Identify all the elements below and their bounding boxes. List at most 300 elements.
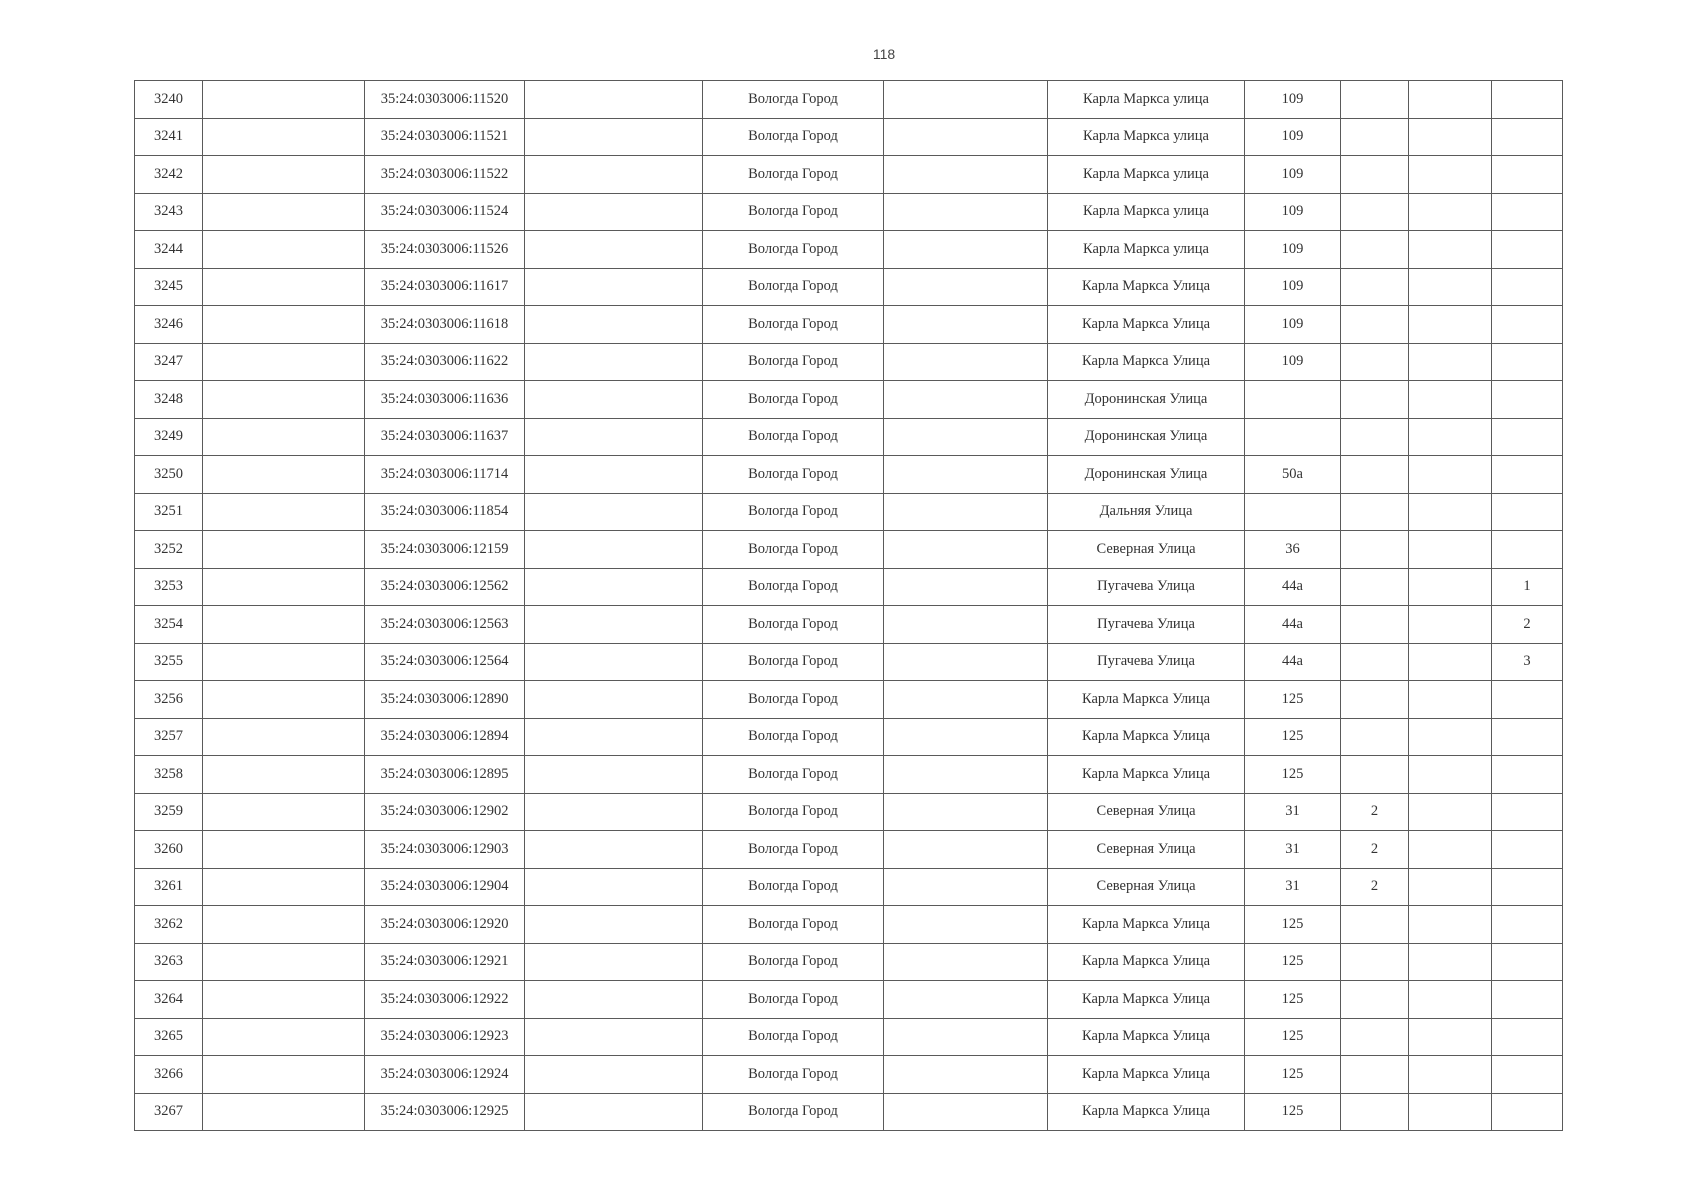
empty-cell-2 bbox=[525, 1056, 703, 1094]
cadastral-number-cell: 35:24:0303006:12902 bbox=[365, 793, 525, 831]
empty-cell-4 bbox=[1409, 981, 1492, 1019]
cadastral-number-cell: 35:24:0303006:12921 bbox=[365, 943, 525, 981]
cadastral-number-cell: 35:24:0303006:11854 bbox=[365, 493, 525, 531]
building-cell bbox=[1341, 381, 1409, 419]
settlement-cell: Вологда Город bbox=[703, 1056, 884, 1094]
house-number-cell: 109 bbox=[1245, 193, 1341, 231]
cadastral-number-cell: 35:24:0303006:11637 bbox=[365, 418, 525, 456]
apartment-cell bbox=[1492, 1093, 1563, 1131]
house-number-cell bbox=[1245, 418, 1341, 456]
table-row bbox=[135, 906, 1563, 944]
table-row bbox=[135, 793, 1563, 831]
empty-cell-3 bbox=[884, 643, 1048, 681]
empty-cell-2 bbox=[525, 981, 703, 1019]
row-number-cell: 3243 bbox=[135, 193, 203, 231]
settlement-cell: Вологда Город bbox=[703, 418, 884, 456]
cadastral-number-cell: 35:24:0303006:12904 bbox=[365, 868, 525, 906]
settlement-cell: Вологда Город bbox=[703, 381, 884, 419]
settlement-cell: Вологда Город bbox=[703, 943, 884, 981]
table-row bbox=[135, 381, 1563, 419]
empty-cell-4 bbox=[1409, 606, 1492, 644]
table-row bbox=[135, 643, 1563, 681]
row-number-cell: 3267 bbox=[135, 1093, 203, 1131]
table-row bbox=[135, 418, 1563, 456]
empty-cell-2 bbox=[525, 268, 703, 306]
empty-cell-4 bbox=[1409, 381, 1492, 419]
row-number-cell: 3257 bbox=[135, 718, 203, 756]
building-cell bbox=[1341, 1093, 1409, 1131]
apartment-cell bbox=[1492, 268, 1563, 306]
apartment-cell bbox=[1492, 943, 1563, 981]
apartment-cell bbox=[1492, 1056, 1563, 1094]
empty-cell-1 bbox=[203, 343, 365, 381]
empty-cell-1 bbox=[203, 1093, 365, 1131]
street-cell: Карла Маркса улица bbox=[1048, 231, 1245, 269]
empty-cell-2 bbox=[525, 606, 703, 644]
street-cell: Северная Улица bbox=[1048, 531, 1245, 569]
empty-cell-4 bbox=[1409, 1056, 1492, 1094]
empty-cell-1 bbox=[203, 193, 365, 231]
table-row bbox=[135, 81, 1563, 119]
apartment-cell bbox=[1492, 793, 1563, 831]
settlement-cell: Вологда Город bbox=[703, 156, 884, 194]
apartment-cell bbox=[1492, 868, 1563, 906]
empty-cell-4 bbox=[1409, 681, 1492, 719]
empty-cell-2 bbox=[525, 456, 703, 494]
row-number-cell: 3240 bbox=[135, 81, 203, 119]
empty-cell-4 bbox=[1409, 268, 1492, 306]
house-number-cell: 125 bbox=[1245, 981, 1341, 1019]
empty-cell-4 bbox=[1409, 793, 1492, 831]
table-row bbox=[135, 1093, 1563, 1131]
cadastral-number-cell: 35:24:0303006:12925 bbox=[365, 1093, 525, 1131]
settlement-cell: Вологда Город bbox=[703, 456, 884, 494]
street-cell: Северная Улица bbox=[1048, 868, 1245, 906]
settlement-cell: Вологда Город bbox=[703, 868, 884, 906]
empty-cell-1 bbox=[203, 456, 365, 494]
building-cell bbox=[1341, 493, 1409, 531]
apartment-cell bbox=[1492, 981, 1563, 1019]
empty-cell-3 bbox=[884, 118, 1048, 156]
street-cell: Северная Улица bbox=[1048, 793, 1245, 831]
cadastral-number-cell: 35:24:0303006:11618 bbox=[365, 306, 525, 344]
empty-cell-4 bbox=[1409, 493, 1492, 531]
building-cell bbox=[1341, 1018, 1409, 1056]
empty-cell-2 bbox=[525, 906, 703, 944]
house-number-cell: 125 bbox=[1245, 681, 1341, 719]
table-row bbox=[135, 568, 1563, 606]
building-cell bbox=[1341, 418, 1409, 456]
building-cell bbox=[1341, 231, 1409, 269]
settlement-cell: Вологда Город bbox=[703, 1093, 884, 1131]
empty-cell-3 bbox=[884, 681, 1048, 719]
empty-cell-1 bbox=[203, 793, 365, 831]
cadastral-number-cell: 35:24:0303006:12894 bbox=[365, 718, 525, 756]
empty-cell-2 bbox=[525, 81, 703, 119]
empty-cell-3 bbox=[884, 831, 1048, 869]
table-row bbox=[135, 456, 1563, 494]
empty-cell-3 bbox=[884, 418, 1048, 456]
settlement-cell: Вологда Город bbox=[703, 606, 884, 644]
empty-cell-4 bbox=[1409, 193, 1492, 231]
cadastral-number-cell: 35:24:0303006:12895 bbox=[365, 756, 525, 794]
table-body bbox=[135, 81, 1563, 1131]
empty-cell-2 bbox=[525, 118, 703, 156]
street-cell: Карла Маркса Улица bbox=[1048, 1056, 1245, 1094]
building-cell: 2 bbox=[1341, 831, 1409, 869]
apartment-cell: 2 bbox=[1492, 606, 1563, 644]
empty-cell-1 bbox=[203, 381, 365, 419]
street-cell: Карла Маркса Улица bbox=[1048, 756, 1245, 794]
street-cell: Пугачева Улица bbox=[1048, 606, 1245, 644]
empty-cell-4 bbox=[1409, 531, 1492, 569]
empty-cell-3 bbox=[884, 306, 1048, 344]
building-cell bbox=[1341, 756, 1409, 794]
empty-cell-2 bbox=[525, 681, 703, 719]
row-number-cell: 3264 bbox=[135, 981, 203, 1019]
house-number-cell: 31 bbox=[1245, 831, 1341, 869]
apartment-cell bbox=[1492, 493, 1563, 531]
apartment-cell bbox=[1492, 343, 1563, 381]
cadastral-number-cell: 35:24:0303006:12563 bbox=[365, 606, 525, 644]
empty-cell-1 bbox=[203, 306, 365, 344]
empty-cell-2 bbox=[525, 756, 703, 794]
building-cell: 2 bbox=[1341, 868, 1409, 906]
cadastral-number-cell: 35:24:0303006:12562 bbox=[365, 568, 525, 606]
row-number-cell: 3248 bbox=[135, 381, 203, 419]
empty-cell-1 bbox=[203, 493, 365, 531]
cadastral-number-cell: 35:24:0303006:11520 bbox=[365, 81, 525, 119]
apartment-cell bbox=[1492, 906, 1563, 944]
house-number-cell: 109 bbox=[1245, 81, 1341, 119]
house-number-cell: 31 bbox=[1245, 868, 1341, 906]
registry-table bbox=[134, 80, 1563, 1131]
empty-cell-3 bbox=[884, 156, 1048, 194]
empty-cell-1 bbox=[203, 906, 365, 944]
empty-cell-2 bbox=[525, 943, 703, 981]
street-cell: Пугачева Улица bbox=[1048, 568, 1245, 606]
empty-cell-2 bbox=[525, 343, 703, 381]
house-number-cell bbox=[1245, 493, 1341, 531]
table-row bbox=[135, 981, 1563, 1019]
street-cell: Карла Маркса улица bbox=[1048, 118, 1245, 156]
empty-cell-3 bbox=[884, 1018, 1048, 1056]
cadastral-number-cell: 35:24:0303006:11622 bbox=[365, 343, 525, 381]
empty-cell-4 bbox=[1409, 1093, 1492, 1131]
street-cell: Карла Маркса Улица bbox=[1048, 268, 1245, 306]
empty-cell-1 bbox=[203, 418, 365, 456]
empty-cell-4 bbox=[1409, 456, 1492, 494]
building-cell bbox=[1341, 643, 1409, 681]
row-number-cell: 3249 bbox=[135, 418, 203, 456]
street-cell: Доронинская Улица bbox=[1048, 418, 1245, 456]
apartment-cell bbox=[1492, 231, 1563, 269]
building-cell bbox=[1341, 531, 1409, 569]
apartment-cell bbox=[1492, 118, 1563, 156]
cadastral-number-cell: 35:24:0303006:12564 bbox=[365, 643, 525, 681]
cadastral-number-cell: 35:24:0303006:12903 bbox=[365, 831, 525, 869]
building-cell bbox=[1341, 606, 1409, 644]
empty-cell-2 bbox=[525, 231, 703, 269]
settlement-cell: Вологда Город bbox=[703, 681, 884, 719]
settlement-cell: Вологда Город bbox=[703, 81, 884, 119]
table-row bbox=[135, 718, 1563, 756]
empty-cell-3 bbox=[884, 381, 1048, 419]
house-number-cell: 125 bbox=[1245, 718, 1341, 756]
empty-cell-1 bbox=[203, 231, 365, 269]
settlement-cell: Вологда Город bbox=[703, 118, 884, 156]
house-number-cell: 36 bbox=[1245, 531, 1341, 569]
table-row bbox=[135, 943, 1563, 981]
empty-cell-3 bbox=[884, 793, 1048, 831]
street-cell: Северная Улица bbox=[1048, 831, 1245, 869]
street-cell: Карла Маркса Улица bbox=[1048, 981, 1245, 1019]
building-cell bbox=[1341, 568, 1409, 606]
apartment-cell bbox=[1492, 756, 1563, 794]
empty-cell-1 bbox=[203, 568, 365, 606]
settlement-cell: Вологда Город bbox=[703, 231, 884, 269]
table-row bbox=[135, 268, 1563, 306]
empty-cell-4 bbox=[1409, 418, 1492, 456]
empty-cell-4 bbox=[1409, 81, 1492, 119]
settlement-cell: Вологда Город bbox=[703, 568, 884, 606]
settlement-cell: Вологда Город bbox=[703, 981, 884, 1019]
table-row bbox=[135, 493, 1563, 531]
empty-cell-2 bbox=[525, 193, 703, 231]
empty-cell-3 bbox=[884, 606, 1048, 644]
empty-cell-3 bbox=[884, 1056, 1048, 1094]
empty-cell-2 bbox=[525, 493, 703, 531]
building-cell bbox=[1341, 81, 1409, 119]
cadastral-number-cell: 35:24:0303006:11522 bbox=[365, 156, 525, 194]
empty-cell-4 bbox=[1409, 718, 1492, 756]
row-number-cell: 3258 bbox=[135, 756, 203, 794]
empty-cell-3 bbox=[884, 81, 1048, 119]
apartment-cell bbox=[1492, 718, 1563, 756]
empty-cell-4 bbox=[1409, 306, 1492, 344]
table-row bbox=[135, 831, 1563, 869]
empty-cell-1 bbox=[203, 718, 365, 756]
row-number-cell: 3251 bbox=[135, 493, 203, 531]
house-number-cell: 109 bbox=[1245, 156, 1341, 194]
row-number-cell: 3252 bbox=[135, 531, 203, 569]
empty-cell-4 bbox=[1409, 343, 1492, 381]
empty-cell-1 bbox=[203, 1018, 365, 1056]
table-row bbox=[135, 343, 1563, 381]
empty-cell-2 bbox=[525, 306, 703, 344]
empty-cell-3 bbox=[884, 718, 1048, 756]
cadastral-number-cell: 35:24:0303006:12923 bbox=[365, 1018, 525, 1056]
empty-cell-4 bbox=[1409, 1018, 1492, 1056]
empty-cell-4 bbox=[1409, 906, 1492, 944]
building-cell bbox=[1341, 343, 1409, 381]
row-number-cell: 3247 bbox=[135, 343, 203, 381]
row-number-cell: 3244 bbox=[135, 231, 203, 269]
table-row bbox=[135, 193, 1563, 231]
empty-cell-2 bbox=[525, 381, 703, 419]
empty-cell-4 bbox=[1409, 156, 1492, 194]
settlement-cell: Вологда Город bbox=[703, 531, 884, 569]
table-row bbox=[135, 756, 1563, 794]
empty-cell-1 bbox=[203, 643, 365, 681]
house-number-cell: 109 bbox=[1245, 268, 1341, 306]
row-number-cell: 3242 bbox=[135, 156, 203, 194]
apartment-cell: 3 bbox=[1492, 643, 1563, 681]
row-number-cell: 3246 bbox=[135, 306, 203, 344]
empty-cell-2 bbox=[525, 831, 703, 869]
apartment-cell bbox=[1492, 456, 1563, 494]
empty-cell-1 bbox=[203, 531, 365, 569]
empty-cell-2 bbox=[525, 793, 703, 831]
settlement-cell: Вологда Город bbox=[703, 718, 884, 756]
empty-cell-2 bbox=[525, 156, 703, 194]
settlement-cell: Вологда Город bbox=[703, 793, 884, 831]
empty-cell-3 bbox=[884, 268, 1048, 306]
empty-cell-2 bbox=[525, 718, 703, 756]
cadastral-number-cell: 35:24:0303006:11524 bbox=[365, 193, 525, 231]
empty-cell-1 bbox=[203, 756, 365, 794]
empty-cell-3 bbox=[884, 1093, 1048, 1131]
empty-cell-4 bbox=[1409, 943, 1492, 981]
street-cell: Карла Маркса Улица bbox=[1048, 906, 1245, 944]
cadastral-number-cell: 35:24:0303006:11617 bbox=[365, 268, 525, 306]
cadastral-number-cell: 35:24:0303006:11526 bbox=[365, 231, 525, 269]
empty-cell-4 bbox=[1409, 568, 1492, 606]
table-row bbox=[135, 606, 1563, 644]
empty-cell-3 bbox=[884, 343, 1048, 381]
row-number-cell: 3250 bbox=[135, 456, 203, 494]
table-row bbox=[135, 118, 1563, 156]
settlement-cell: Вологда Город bbox=[703, 493, 884, 531]
empty-cell-2 bbox=[525, 568, 703, 606]
house-number-cell: 44а bbox=[1245, 643, 1341, 681]
empty-cell-1 bbox=[203, 268, 365, 306]
house-number-cell: 109 bbox=[1245, 118, 1341, 156]
empty-cell-3 bbox=[884, 943, 1048, 981]
row-number-cell: 3254 bbox=[135, 606, 203, 644]
apartment-cell bbox=[1492, 531, 1563, 569]
building-cell bbox=[1341, 981, 1409, 1019]
building-cell bbox=[1341, 681, 1409, 719]
house-number-cell: 125 bbox=[1245, 1093, 1341, 1131]
empty-cell-1 bbox=[203, 118, 365, 156]
empty-cell-1 bbox=[203, 1056, 365, 1094]
cadastral-number-cell: 35:24:0303006:11714 bbox=[365, 456, 525, 494]
apartment-cell bbox=[1492, 81, 1563, 119]
building-cell bbox=[1341, 306, 1409, 344]
row-number-cell: 3265 bbox=[135, 1018, 203, 1056]
table-row bbox=[135, 868, 1563, 906]
empty-cell-2 bbox=[525, 868, 703, 906]
street-cell: Карла Маркса Улица bbox=[1048, 943, 1245, 981]
table-row bbox=[135, 1018, 1563, 1056]
building-cell bbox=[1341, 118, 1409, 156]
empty-cell-1 bbox=[203, 943, 365, 981]
building-cell bbox=[1341, 906, 1409, 944]
empty-cell-1 bbox=[203, 681, 365, 719]
table-row bbox=[135, 1056, 1563, 1094]
house-number-cell: 44а bbox=[1245, 606, 1341, 644]
page-number: 118 bbox=[872, 46, 896, 62]
building-cell bbox=[1341, 456, 1409, 494]
empty-cell-3 bbox=[884, 231, 1048, 269]
empty-cell-1 bbox=[203, 156, 365, 194]
street-cell: Карла Маркса Улица bbox=[1048, 343, 1245, 381]
row-number-cell: 3245 bbox=[135, 268, 203, 306]
settlement-cell: Вологда Город bbox=[703, 343, 884, 381]
settlement-cell: Вологда Город bbox=[703, 831, 884, 869]
empty-cell-3 bbox=[884, 456, 1048, 494]
street-cell: Пугачева Улица bbox=[1048, 643, 1245, 681]
apartment-cell bbox=[1492, 156, 1563, 194]
empty-cell-4 bbox=[1409, 231, 1492, 269]
building-cell bbox=[1341, 268, 1409, 306]
settlement-cell: Вологда Город bbox=[703, 906, 884, 944]
row-number-cell: 3255 bbox=[135, 643, 203, 681]
empty-cell-3 bbox=[884, 756, 1048, 794]
empty-cell-2 bbox=[525, 643, 703, 681]
house-number-cell: 125 bbox=[1245, 943, 1341, 981]
apartment-cell bbox=[1492, 381, 1563, 419]
street-cell: Карла Маркса улица bbox=[1048, 193, 1245, 231]
house-number-cell: 44а bbox=[1245, 568, 1341, 606]
row-number-cell: 3261 bbox=[135, 868, 203, 906]
empty-cell-4 bbox=[1409, 831, 1492, 869]
row-number-cell: 3259 bbox=[135, 793, 203, 831]
building-cell bbox=[1341, 156, 1409, 194]
settlement-cell: Вологда Город bbox=[703, 643, 884, 681]
empty-cell-1 bbox=[203, 868, 365, 906]
street-cell: Карла Маркса улица bbox=[1048, 156, 1245, 194]
table-row bbox=[135, 156, 1563, 194]
settlement-cell: Вологда Город bbox=[703, 306, 884, 344]
street-cell: Карла Маркса Улица bbox=[1048, 681, 1245, 719]
house-number-cell: 50а bbox=[1245, 456, 1341, 494]
settlement-cell: Вологда Город bbox=[703, 268, 884, 306]
row-number-cell: 3256 bbox=[135, 681, 203, 719]
row-number-cell: 3253 bbox=[135, 568, 203, 606]
apartment-cell bbox=[1492, 306, 1563, 344]
empty-cell-4 bbox=[1409, 118, 1492, 156]
row-number-cell: 3241 bbox=[135, 118, 203, 156]
street-cell: Дальняя Улица bbox=[1048, 493, 1245, 531]
cadastral-number-cell: 35:24:0303006:11521 bbox=[365, 118, 525, 156]
table-row bbox=[135, 681, 1563, 719]
settlement-cell: Вологда Город bbox=[703, 1018, 884, 1056]
empty-cell-4 bbox=[1409, 868, 1492, 906]
apartment-cell bbox=[1492, 418, 1563, 456]
row-number-cell: 3266 bbox=[135, 1056, 203, 1094]
table-row bbox=[135, 231, 1563, 269]
empty-cell-3 bbox=[884, 568, 1048, 606]
house-number-cell: 109 bbox=[1245, 343, 1341, 381]
settlement-cell: Вологда Город bbox=[703, 193, 884, 231]
settlement-cell: Вологда Город bbox=[703, 756, 884, 794]
apartment-cell bbox=[1492, 1018, 1563, 1056]
house-number-cell: 31 bbox=[1245, 793, 1341, 831]
empty-cell-1 bbox=[203, 606, 365, 644]
empty-cell-2 bbox=[525, 531, 703, 569]
cadastral-number-cell: 35:24:0303006:12890 bbox=[365, 681, 525, 719]
building-cell bbox=[1341, 943, 1409, 981]
house-number-cell: 109 bbox=[1245, 231, 1341, 269]
street-cell: Доронинская Улица bbox=[1048, 381, 1245, 419]
table-row bbox=[135, 531, 1563, 569]
empty-cell-4 bbox=[1409, 643, 1492, 681]
street-cell: Карла Маркса Улица bbox=[1048, 1093, 1245, 1131]
cadastral-number-cell: 35:24:0303006:12159 bbox=[365, 531, 525, 569]
building-cell: 2 bbox=[1341, 793, 1409, 831]
